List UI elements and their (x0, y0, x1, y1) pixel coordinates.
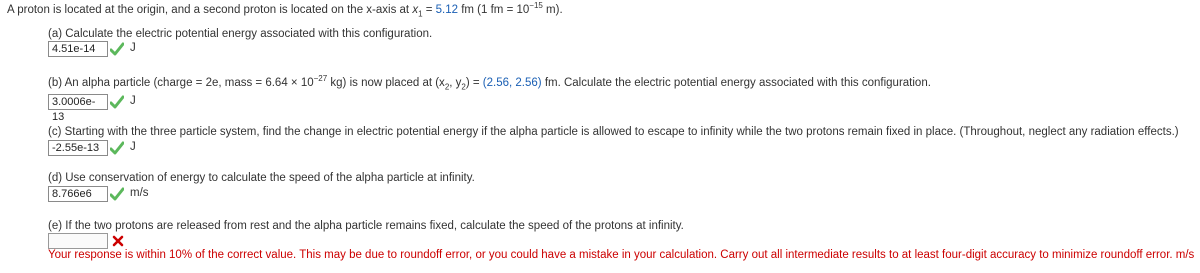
x-variable: x (412, 4, 419, 16)
part-c-question: (c) Starting with the three particle system, find the change in electric potential energy if the alpha particle is allowed to escape to infinity while the two protons remain fixed in place. (Throughout, neglect any radiation effects.) (48, 126, 1179, 138)
part-d-question: (d) Use conservation of energy to calculate the speed of the alpha particle at infinity. (48, 172, 475, 184)
problem-statement: A proton is located at the origin, and a second proton is located on the x-axis at $x_1 = 5.12$ fm (1 fm = $10^{-15}$ m). (7, 1, 563, 19)
part-c-answer-input[interactable]: -2.55e-13 (48, 140, 108, 156)
part-a-question: (a) Calculate the electric potential energy associated with this configuration. (48, 28, 433, 40)
mass-exponent: −27 (313, 74, 328, 84)
part-e-question: (e) If the two protons are released from rest and the alpha particle remains fixed, calculate the speed of the protons at infinity. (48, 220, 684, 232)
part-e-feedback: Your response is within 10% of the correct value. This may be due to roundoff error, or you could have a mistake in your calculation. Carry out all intermediate results to at least four-digit accuracy to minimize roundoff error. m/s (48, 249, 1195, 261)
checkmark-icon (110, 187, 124, 201)
part-a-unit: J (130, 42, 136, 54)
checkmark-icon (110, 42, 124, 56)
x-mark-icon (112, 235, 124, 247)
part-d-unit: m/s (130, 187, 149, 199)
part-b-unit: J (130, 95, 136, 107)
part-b-answer-input[interactable]: 3.0006e-13 (48, 94, 108, 110)
part-c-unit: J (130, 141, 136, 153)
intro-text: A proton is located at the origin, and a second proton is located on the x-axis at (7, 4, 413, 16)
x1-value: 5.12 (435, 4, 459, 16)
checkmark-icon (110, 141, 124, 155)
part-a-answer-input[interactable]: 4.51e-14 (48, 41, 108, 57)
x-subscript: 1 (418, 9, 423, 19)
part-e-answer-input[interactable] (48, 233, 108, 249)
alpha-coords: (2.56, 2.56) (482, 77, 542, 89)
fm-exponent: −15 (529, 1, 543, 11)
part-b-question: (b) An alpha particle (charge = 2e, mass = $6.64 \times 10^{-27}$ kg) is now placed at ($x_2$, $y_2) = (2.56$, 2.56) fm. Calculate the electric potential energy associated with this configuration. (48, 74, 931, 92)
part-d-answer-input[interactable]: 8.766e6 (48, 186, 108, 202)
checkmark-icon (110, 95, 124, 109)
